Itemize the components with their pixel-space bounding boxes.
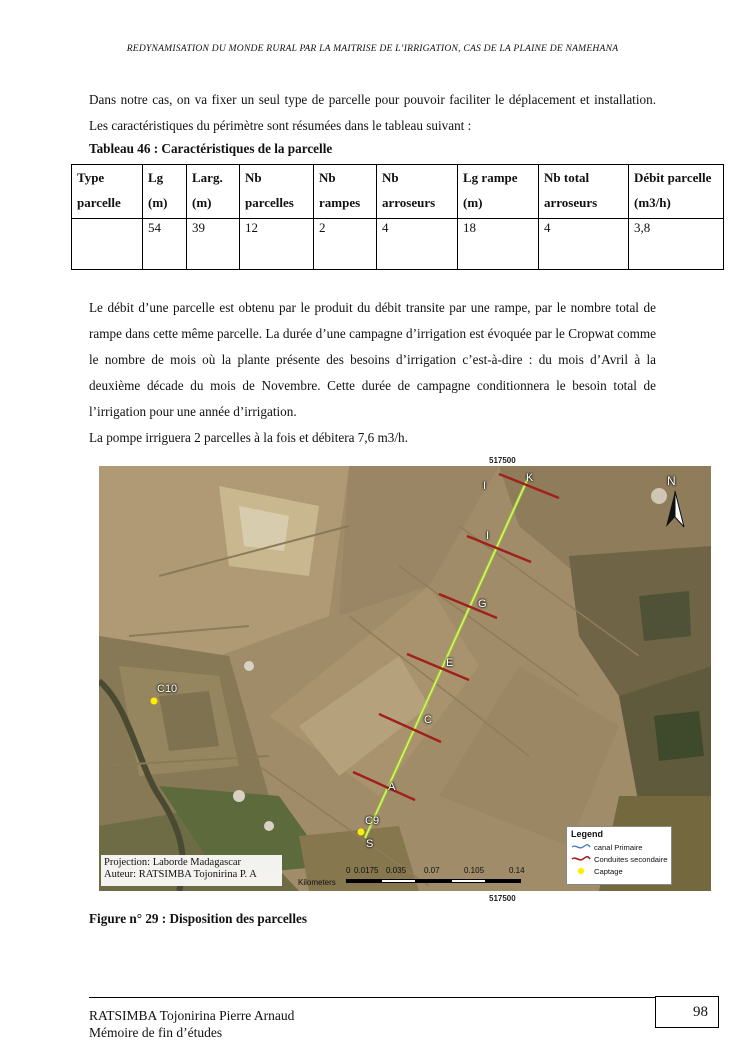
- label-c10: C10: [157, 683, 178, 695]
- scale-unit: Kilometers: [298, 878, 336, 887]
- table-header-cell: Nb total arroseurs: [539, 165, 629, 219]
- author-text: Auteur: RATSIMBA Tojonirina P. A: [104, 869, 257, 880]
- figure-caption: Figure n° 29 : Disposition des parcelles: [89, 911, 307, 926]
- parcel-characteristics-table: [71, 164, 724, 270]
- running-header: REDYNAMISATION DU MONDE RURAL PAR LA MAITRISE DE L’IRRIGATION, CAS DE LA PLAINE DE NAMEHANA: [126, 43, 619, 54]
- scale-bar-segments: [346, 879, 521, 883]
- north-arrow-icon: [660, 471, 690, 531]
- table-cell: 12: [240, 219, 314, 270]
- scale-tick: 0.105: [464, 866, 485, 875]
- table-row: [72, 219, 724, 270]
- intro-paragraph: Dans notre cas, on va fixer un seul type de parcelle pour pouvoir faciliter le déplacement et installation. Les caractéristiques du périmètre sont résumées dans le tableau suivant :: [89, 92, 656, 133]
- page-number: 98: [655, 996, 719, 1028]
- map-credit: [101, 855, 282, 886]
- label-a: A: [388, 781, 396, 793]
- scale-bar: [298, 866, 548, 888]
- north-label: N: [667, 474, 676, 488]
- conduit-line-icon: [571, 856, 591, 862]
- footer-divider: [89, 997, 656, 998]
- scale-tick: 0: [346, 866, 351, 875]
- thesis-subtitle: Mémoire de fin d’études: [89, 1025, 223, 1040]
- table-caption: Tableau 46 : Caractéristiques de la parcelle: [89, 141, 333, 156]
- captage-dot-icon: [571, 867, 591, 875]
- table-header-cell: Lg (m): [143, 165, 187, 219]
- map-coordinate-bottom: 517500: [489, 894, 516, 903]
- legend-item: Captage: [571, 865, 667, 877]
- table-cell: 18: [458, 219, 539, 270]
- table-header-cell: Débit parcelle (m3/h): [629, 165, 724, 219]
- footer-author: [89, 1007, 294, 1041]
- label-i: I: [486, 530, 490, 542]
- map-coordinate-top: 517500: [489, 456, 516, 465]
- table-header-cell: Larg. (m): [187, 165, 240, 219]
- table-header-cell: Type parcelle: [72, 165, 143, 219]
- legend-item: canal Primaire: [571, 841, 667, 853]
- table-header-cell: Nb parcelles: [240, 165, 314, 219]
- captage-c10-marker: [151, 698, 158, 705]
- table-cell: 54: [143, 219, 187, 270]
- table-header-cell: Lg rampe (m): [458, 165, 539, 219]
- table-cell: 39: [187, 219, 240, 270]
- scale-tick: 0.14: [509, 866, 525, 875]
- table-cell: 3,8: [629, 219, 724, 270]
- label-c9: C9: [365, 815, 380, 827]
- table-cell: 4: [539, 219, 629, 270]
- table-cell: 2: [314, 219, 377, 270]
- captage-c9-marker: [358, 829, 365, 836]
- scale-tick: 0.0175: [354, 866, 379, 875]
- label-i-top: I: [483, 480, 487, 492]
- label-e: E: [446, 657, 454, 669]
- scale-tick: 0.07: [424, 866, 440, 875]
- table-cell: 4: [377, 219, 458, 270]
- table-cell: [72, 219, 143, 270]
- label-k: K: [526, 472, 534, 484]
- scale-ticks: [346, 866, 546, 876]
- map-legend: [566, 826, 672, 885]
- flow-paragraph: Le débit d’une parcelle est obtenu par le produit du débit transite par une rampe, par le nombre total de rampe dans cette même parcelle. La durée d’une campagne d’irrigation est évoquée par le Cropwat comme le nombre de mois où la plante présente des besoins d’irrigation c’est-à-dire : du mois d’Avril à la deuxième décade du mois de Novembre. Cette durée de campagne conditionnera le besoin total de l’irrigation pour une année d’irrigation.: [89, 300, 656, 419]
- scale-tick: 0.035: [386, 866, 407, 875]
- label-g: G: [478, 598, 487, 610]
- table-header-cell: Nb rampes: [314, 165, 377, 219]
- legend-item: Conduites secondaire: [571, 853, 667, 865]
- pump-paragraph: La pompe irriguera 2 parcelles à la fois et débitera 7,6 m3/h.: [89, 430, 408, 445]
- table-header-row: [72, 165, 724, 219]
- table-header-cell: Nb arroseurs: [377, 165, 458, 219]
- projection-text: Projection: Laborde Madagascar: [104, 857, 242, 868]
- label-s: S: [366, 838, 374, 850]
- author-name: RATSIMBA Tojonirina Pierre Arnaud: [89, 1008, 295, 1023]
- label-c: C: [424, 714, 432, 726]
- canal-line-icon: [571, 844, 591, 850]
- legend-title: Legend: [571, 829, 604, 839]
